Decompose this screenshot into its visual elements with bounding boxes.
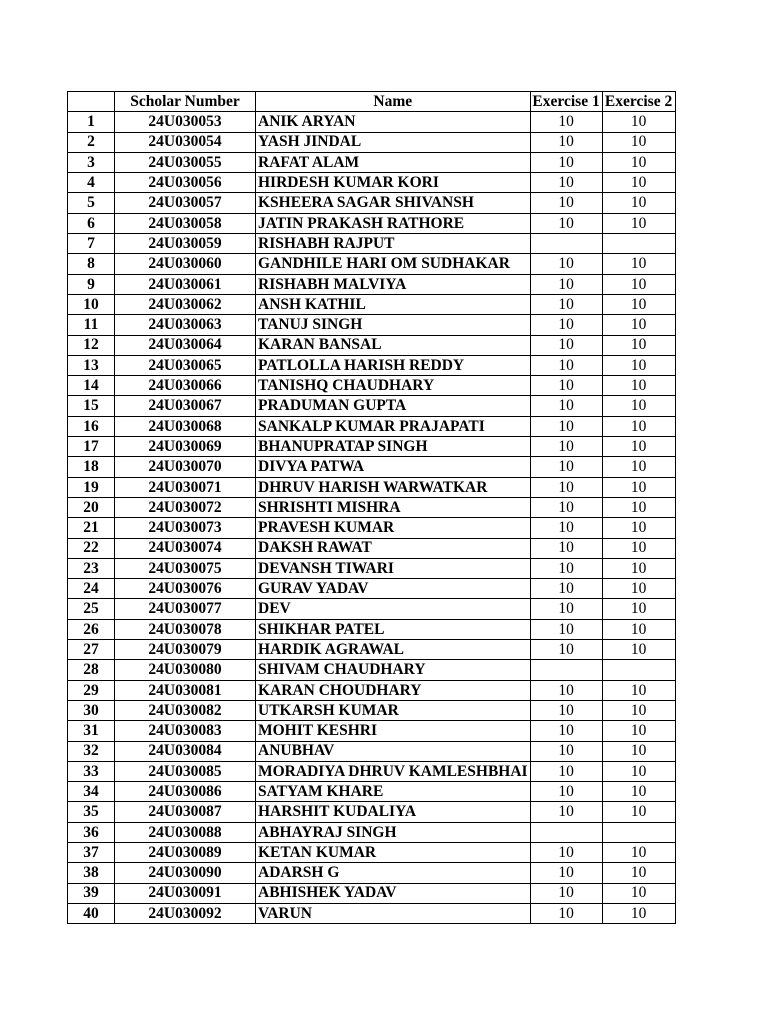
- student-name-cell: GANDHILE HARI OM SUDHAKAR: [256, 254, 531, 274]
- exercise-1-score-cell: 10: [530, 152, 602, 172]
- serial-number-cell: 18: [68, 457, 115, 477]
- exercise-2-score-cell: 10: [602, 741, 675, 761]
- exercise-2-score-cell: 10: [602, 132, 675, 152]
- table-row: [68, 173, 676, 193]
- exercise-1-score-cell: 10: [530, 132, 602, 152]
- exercise-1-score-cell: 10: [530, 254, 602, 274]
- student-name-cell: SHRISHTI MISHRA: [256, 497, 531, 517]
- scholar-number-cell: 24U030081: [115, 680, 256, 700]
- exercise-2-score-cell: 10: [602, 193, 675, 213]
- scholar-number-cell: 24U030063: [115, 315, 256, 335]
- table-row: [68, 234, 676, 254]
- exercise-1-score-cell: 10: [530, 782, 602, 802]
- exercise-2-score-cell: 10: [602, 274, 675, 294]
- table-row: [68, 396, 676, 416]
- exercise-1-score-cell: 10: [530, 335, 602, 355]
- table-row: [68, 538, 676, 558]
- serial-number-cell: 30: [68, 700, 115, 720]
- student-name-cell: DIVYA PATWA: [256, 457, 531, 477]
- exercise-1-score-cell: 10: [530, 213, 602, 233]
- exercise-1-score-cell: 10: [530, 700, 602, 720]
- scholar-number-cell: 24U030082: [115, 700, 256, 720]
- serial-number-cell: 13: [68, 355, 115, 375]
- exercise-1-score-cell: 10: [530, 842, 602, 862]
- table-row: [68, 599, 676, 619]
- table-row: [68, 660, 676, 680]
- serial-number-cell: 36: [68, 822, 115, 842]
- scholar-number-cell: 24U030053: [115, 112, 256, 132]
- serial-number-cell: 33: [68, 761, 115, 781]
- student-name-cell: TANUJ SINGH: [256, 315, 531, 335]
- serial-number-cell: 32: [68, 741, 115, 761]
- table-row: [68, 842, 676, 862]
- student-name-cell: HIRDESH KUMAR KORI: [256, 173, 531, 193]
- exercise-2-score-cell: 10: [602, 619, 675, 639]
- serial-number-cell: 27: [68, 640, 115, 660]
- exercise-2-score-cell: 10: [602, 396, 675, 416]
- table-row: [68, 579, 676, 599]
- scholar-number-cell: 24U030077: [115, 599, 256, 619]
- serial-number-cell: 28: [68, 660, 115, 680]
- exercise-1-score-cell: 10: [530, 173, 602, 193]
- table-row: [68, 863, 676, 883]
- serial-number-cell: 6: [68, 213, 115, 233]
- student-name-cell: DEVANSH TIWARI: [256, 558, 531, 578]
- student-name-cell: MORADIYA DHRUV KAMLESHBHAI: [256, 761, 531, 781]
- table-row: [68, 497, 676, 517]
- serial-number-cell: 11: [68, 315, 115, 335]
- header-scholar-number: Scholar Number: [115, 92, 256, 112]
- serial-number-cell: 35: [68, 802, 115, 822]
- student-name-cell: JATIN PRAKASH RATHORE: [256, 213, 531, 233]
- scholar-number-cell: 24U030056: [115, 173, 256, 193]
- exercise-2-score-cell: 10: [602, 599, 675, 619]
- exercise-1-score-cell: 10: [530, 761, 602, 781]
- header-name: Name: [256, 92, 531, 112]
- exercise-2-score-cell: 10: [602, 903, 675, 923]
- exercise-1-score-cell: 10: [530, 437, 602, 457]
- scholar-number-cell: 24U030067: [115, 396, 256, 416]
- table-row: [68, 640, 676, 660]
- scholar-number-cell: 24U030083: [115, 721, 256, 741]
- scholar-number-cell: 24U030086: [115, 782, 256, 802]
- student-name-cell: ANSH KATHIL: [256, 294, 531, 314]
- student-name-cell: ANUBHAV: [256, 741, 531, 761]
- header-exercise-1: Exercise 1: [530, 92, 602, 112]
- student-name-cell: RAFAT ALAM: [256, 152, 531, 172]
- student-name-cell: BHANUPRATAP SINGH: [256, 437, 531, 457]
- serial-number-cell: 29: [68, 680, 115, 700]
- student-name-cell: ABHAYRAJ SINGH: [256, 822, 531, 842]
- table-row: [68, 741, 676, 761]
- serial-number-cell: 2: [68, 132, 115, 152]
- exercise-2-score-cell: 10: [602, 802, 675, 822]
- student-name-cell: DHRUV HARISH WARWATKAR: [256, 477, 531, 497]
- student-name-cell: GURAV YADAV: [256, 579, 531, 599]
- exercise-1-score-cell: 10: [530, 518, 602, 538]
- table-row: [68, 193, 676, 213]
- exercise-2-score-cell: 10: [602, 112, 675, 132]
- exercise-2-score-cell: 10: [602, 579, 675, 599]
- serial-number-cell: 3: [68, 152, 115, 172]
- scholar-number-cell: 24U030058: [115, 213, 256, 233]
- serial-number-cell: 8: [68, 254, 115, 274]
- exercise-2-score-cell: 10: [602, 863, 675, 883]
- scholar-number-cell: 24U030087: [115, 802, 256, 822]
- scholar-number-cell: 24U030066: [115, 376, 256, 396]
- scholar-number-cell: 24U030074: [115, 538, 256, 558]
- exercise-1-score-cell: 10: [530, 294, 602, 314]
- student-name-cell: YASH JINDAL: [256, 132, 531, 152]
- exercise-1-score-cell: 10: [530, 863, 602, 883]
- exercise-2-score-cell: 10: [602, 538, 675, 558]
- scores-table: [67, 91, 676, 924]
- exercise-1-score-cell: 10: [530, 883, 602, 903]
- exercise-2-score-cell: 10: [602, 355, 675, 375]
- exercise-2-score-cell: 10: [602, 152, 675, 172]
- exercise-2-score-cell: 10: [602, 294, 675, 314]
- serial-number-cell: 15: [68, 396, 115, 416]
- scholar-number-cell: 24U030061: [115, 274, 256, 294]
- scholar-number-cell: 24U030084: [115, 741, 256, 761]
- student-name-cell: SHIKHAR PATEL: [256, 619, 531, 639]
- exercise-2-score-cell: 10: [602, 315, 675, 335]
- serial-number-cell: 34: [68, 782, 115, 802]
- student-name-cell: RISHABH RAJPUT: [256, 234, 531, 254]
- exercise-1-score-cell: 10: [530, 355, 602, 375]
- exercise-2-score-cell: 10: [602, 640, 675, 660]
- student-name-cell: PATLOLLA HARISH REDDY: [256, 355, 531, 375]
- table-row: [68, 477, 676, 497]
- student-name-cell: KETAN KUMAR: [256, 842, 531, 862]
- exercise-1-score-cell: 10: [530, 112, 602, 132]
- scholar-number-cell: 24U030064: [115, 335, 256, 355]
- table-row: [68, 680, 676, 700]
- scholar-number-cell: 24U030075: [115, 558, 256, 578]
- scholar-number-cell: 24U030079: [115, 640, 256, 660]
- exercise-1-score-cell: 10: [530, 315, 602, 335]
- student-name-cell: SATYAM KHARE: [256, 782, 531, 802]
- table-row: [68, 335, 676, 355]
- student-name-cell: ABHISHEK YADAV: [256, 883, 531, 903]
- exercise-2-score-cell: 10: [602, 254, 675, 274]
- header-exercise-2: Exercise 2: [602, 92, 675, 112]
- student-name-cell: HARSHIT KUDALIYA: [256, 802, 531, 822]
- table-row: [68, 721, 676, 741]
- student-name-cell: KSHEERA SAGAR SHIVANSH: [256, 193, 531, 213]
- table-row: [68, 254, 676, 274]
- exercise-1-score-cell: 10: [530, 558, 602, 578]
- serial-number-cell: 10: [68, 294, 115, 314]
- serial-number-cell: 19: [68, 477, 115, 497]
- table-row: [68, 457, 676, 477]
- exercise-2-score-cell: 10: [602, 842, 675, 862]
- exercise-2-score-cell: 10: [602, 558, 675, 578]
- scholar-number-cell: 24U030069: [115, 437, 256, 457]
- exercise-2-score-cell: 10: [602, 477, 675, 497]
- exercise-2-score-cell: 10: [602, 335, 675, 355]
- scholar-number-cell: 24U030092: [115, 903, 256, 923]
- exercise-2-score-cell: 10: [602, 700, 675, 720]
- table-row: [68, 294, 676, 314]
- serial-number-cell: 12: [68, 335, 115, 355]
- student-name-cell: KARAN CHOUDHARY: [256, 680, 531, 700]
- serial-number-cell: 39: [68, 883, 115, 903]
- serial-number-cell: 20: [68, 497, 115, 517]
- serial-number-cell: 14: [68, 376, 115, 396]
- student-name-cell: SANKALP KUMAR PRAJAPATI: [256, 416, 531, 436]
- serial-number-cell: 5: [68, 193, 115, 213]
- exercise-1-score-cell: 10: [530, 680, 602, 700]
- student-name-cell: PRADUMAN GUPTA: [256, 396, 531, 416]
- student-name-cell: KARAN BANSAL: [256, 335, 531, 355]
- exercise-1-score-cell: [530, 234, 602, 254]
- scholar-number-cell: 24U030059: [115, 234, 256, 254]
- exercise-1-score-cell: 10: [530, 193, 602, 213]
- scholar-number-cell: 24U030068: [115, 416, 256, 436]
- table-row: [68, 558, 676, 578]
- exercise-2-score-cell: 10: [602, 721, 675, 741]
- scholar-number-cell: 24U030065: [115, 355, 256, 375]
- table-row: [68, 619, 676, 639]
- serial-number-cell: 40: [68, 903, 115, 923]
- serial-number-cell: 31: [68, 721, 115, 741]
- table-row: [68, 355, 676, 375]
- scholar-number-cell: 24U030070: [115, 457, 256, 477]
- scholar-number-cell: 24U030071: [115, 477, 256, 497]
- student-name-cell: DAKSH RAWAT: [256, 538, 531, 558]
- serial-number-cell: 17: [68, 437, 115, 457]
- exercise-2-score-cell: 10: [602, 680, 675, 700]
- student-name-cell: DEV: [256, 599, 531, 619]
- header-serial-number: [68, 92, 115, 112]
- table-row: [68, 213, 676, 233]
- exercise-1-score-cell: 10: [530, 599, 602, 619]
- exercise-1-score-cell: 10: [530, 640, 602, 660]
- table-row: [68, 152, 676, 172]
- exercise-1-score-cell: 10: [530, 396, 602, 416]
- exercise-2-score-cell: [602, 822, 675, 842]
- exercise-2-score-cell: [602, 234, 675, 254]
- exercise-2-score-cell: 10: [602, 457, 675, 477]
- exercise-1-score-cell: [530, 660, 602, 680]
- serial-number-cell: 16: [68, 416, 115, 436]
- scholar-number-cell: 24U030072: [115, 497, 256, 517]
- scholar-number-cell: 24U030054: [115, 132, 256, 152]
- scholar-number-cell: 24U030085: [115, 761, 256, 781]
- table-row: [68, 782, 676, 802]
- exercise-2-score-cell: 10: [602, 173, 675, 193]
- serial-number-cell: 38: [68, 863, 115, 883]
- student-name-cell: ANIK ARYAN: [256, 112, 531, 132]
- student-name-cell: RISHABH MALVIYA: [256, 274, 531, 294]
- exercise-1-score-cell: 10: [530, 579, 602, 599]
- exercise-2-score-cell: 10: [602, 883, 675, 903]
- serial-number-cell: 9: [68, 274, 115, 294]
- student-name-cell: UTKARSH KUMAR: [256, 700, 531, 720]
- table-row: [68, 802, 676, 822]
- exercise-1-score-cell: 10: [530, 477, 602, 497]
- exercise-2-score-cell: 10: [602, 437, 675, 457]
- scholar-number-cell: 24U030090: [115, 863, 256, 883]
- exercise-1-score-cell: 10: [530, 538, 602, 558]
- table-row: [68, 376, 676, 396]
- exercise-1-score-cell: 10: [530, 457, 602, 477]
- table-row: [68, 416, 676, 436]
- scholar-number-cell: 24U030073: [115, 518, 256, 538]
- table-row: [68, 132, 676, 152]
- scholar-number-cell: 24U030088: [115, 822, 256, 842]
- exercise-1-score-cell: [530, 822, 602, 842]
- header-row: [68, 92, 676, 112]
- exercise-2-score-cell: 10: [602, 416, 675, 436]
- exercise-2-score-cell: 10: [602, 497, 675, 517]
- serial-number-cell: 26: [68, 619, 115, 639]
- exercise-1-score-cell: 10: [530, 741, 602, 761]
- serial-number-cell: 21: [68, 518, 115, 538]
- scholar-number-cell: 24U030091: [115, 883, 256, 903]
- student-name-cell: PRAVESH KUMAR: [256, 518, 531, 538]
- table-row: [68, 822, 676, 842]
- serial-number-cell: 22: [68, 538, 115, 558]
- table-row: [68, 315, 676, 335]
- table-row: [68, 274, 676, 294]
- exercise-2-score-cell: 10: [602, 761, 675, 781]
- scholar-number-cell: 24U030057: [115, 193, 256, 213]
- table-row: [68, 700, 676, 720]
- exercise-1-score-cell: 10: [530, 903, 602, 923]
- table-row: [68, 761, 676, 781]
- exercise-1-score-cell: 10: [530, 416, 602, 436]
- exercise-2-score-cell: [602, 660, 675, 680]
- student-name-cell: ADARSH G: [256, 863, 531, 883]
- table-row: [68, 903, 676, 923]
- serial-number-cell: 24: [68, 579, 115, 599]
- scholar-number-cell: 24U030060: [115, 254, 256, 274]
- table-row: [68, 437, 676, 457]
- student-name-cell: TANISHQ CHAUDHARY: [256, 376, 531, 396]
- exercise-2-score-cell: 10: [602, 518, 675, 538]
- exercise-2-score-cell: 10: [602, 782, 675, 802]
- exercise-1-score-cell: 10: [530, 802, 602, 822]
- serial-number-cell: 1: [68, 112, 115, 132]
- table-row: [68, 883, 676, 903]
- scholar-number-cell: 24U030089: [115, 842, 256, 862]
- exercise-2-score-cell: 10: [602, 376, 675, 396]
- scholar-number-cell: 24U030062: [115, 294, 256, 314]
- serial-number-cell: 4: [68, 173, 115, 193]
- student-name-cell: SHIVAM CHAUDHARY: [256, 660, 531, 680]
- serial-number-cell: 23: [68, 558, 115, 578]
- exercise-1-score-cell: 10: [530, 274, 602, 294]
- serial-number-cell: 7: [68, 234, 115, 254]
- exercise-2-score-cell: 10: [602, 213, 675, 233]
- student-name-cell: VARUN: [256, 903, 531, 923]
- table-row: [68, 518, 676, 538]
- serial-number-cell: 25: [68, 599, 115, 619]
- exercise-1-score-cell: 10: [530, 376, 602, 396]
- scholar-number-cell: 24U030078: [115, 619, 256, 639]
- student-name-cell: MOHIT KESHRI: [256, 721, 531, 741]
- exercise-1-score-cell: 10: [530, 619, 602, 639]
- serial-number-cell: 37: [68, 842, 115, 862]
- scholar-number-cell: 24U030055: [115, 152, 256, 172]
- scholar-number-cell: 24U030080: [115, 660, 256, 680]
- table-body: [68, 112, 676, 924]
- exercise-1-score-cell: 10: [530, 497, 602, 517]
- exercise-1-score-cell: 10: [530, 721, 602, 741]
- student-name-cell: HARDIK AGRAWAL: [256, 640, 531, 660]
- scholar-number-cell: 24U030076: [115, 579, 256, 599]
- table-row: [68, 112, 676, 132]
